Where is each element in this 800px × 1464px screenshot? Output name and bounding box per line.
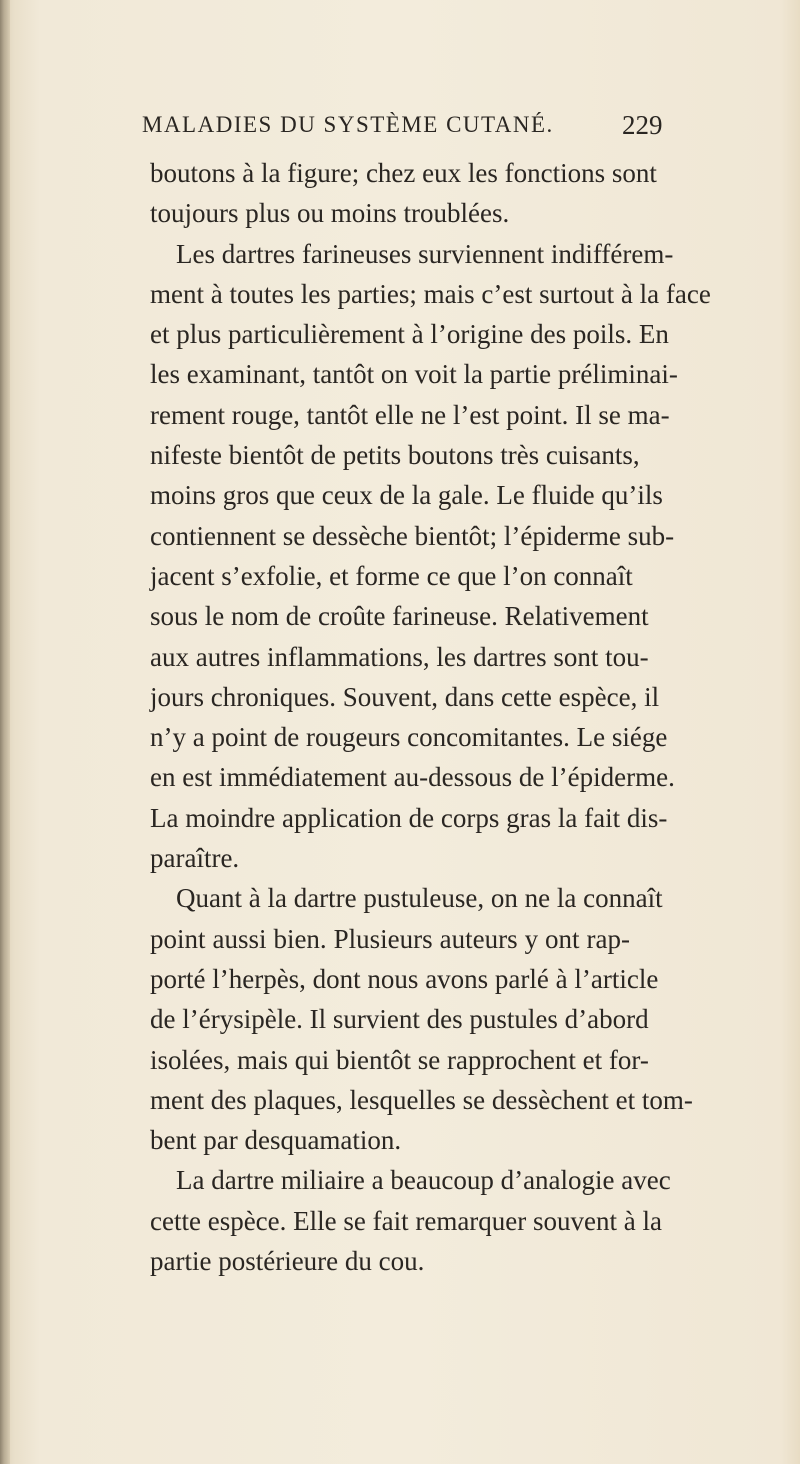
page-header [0,112,800,152]
text-line: de l’érysipèle. Il survient des pustules d’abord [150,1004,649,1035]
text-line: ment des plaques, lesquelles se dessèchent et tom- [150,1084,693,1115]
text-line: les examinant, tantôt on voit la partie préliminai- [150,359,678,390]
text-line: n’y a point de rougeurs concomitantes. Le siége [150,722,668,753]
running-head: MALADIES DU SYSTÈME CUTANÉ. [142,112,554,137]
text-line: rement rouge, tantôt elle ne l’est point. Il se ma- [150,399,670,430]
text-line: ment à toutes les parties; mais c’est surtout à la face [150,278,711,309]
text-line: partie postérieure du cou. [150,1246,425,1277]
text-line: jours chroniques. Souvent, dans cette espèce, il [150,681,660,712]
page-spine-shadow [0,0,10,1464]
text-line: boutons à la figure; chez eux les fonctions sont [150,158,657,188]
text-line: point aussi bien. Plusieurs auteurs y ont rap- [150,923,630,954]
text-line: toujours plus ou moins troublées. [150,198,510,229]
text-line: Quant à la dartre pustuleuse, on ne la connaît [176,883,663,914]
text-line: porté l’herpès, dont nous avons parlé à l’article [150,963,659,994]
text-line: isolées, mais qui bientôt se rapprochent et for- [150,1044,649,1075]
text-line: aux autres inflammations, les dartres sont tou- [150,641,649,672]
text-line: en est immédiatement au-dessous de l’épiderme. [150,762,675,793]
text-line: et plus particulièrement à l’origine des poils. En [150,319,669,350]
text-line: jacent s’exfolie, et forme ce que l’on connaît [150,560,633,591]
text-line: Les dartres farineuses surviennent indifférem- [176,238,674,269]
page-number: 229 [622,110,663,140]
text-line: La dartre miliaire a beaucoup d’analogie avec [176,1165,671,1196]
text-line: cette espèce. Elle se fait remarquer souvent à la [150,1205,662,1236]
text-line: La moindre application de corps gras la fait dis- [150,802,668,833]
text-line: moins gros que ceux de la gale. Le fluide qu’ils [150,480,663,511]
text-line: sous le nom de croûte farineuse. Relativement [150,601,649,632]
text-line: contiennent se dessèche bientôt; l’épiderme sub- [150,520,675,551]
text-line: bent par desquamation. [150,1125,402,1156]
text-line: nifeste bientôt de petits boutons très cuisants, [150,440,640,471]
text-line: paraître. [150,843,240,874]
body-text [150,153,711,1281]
